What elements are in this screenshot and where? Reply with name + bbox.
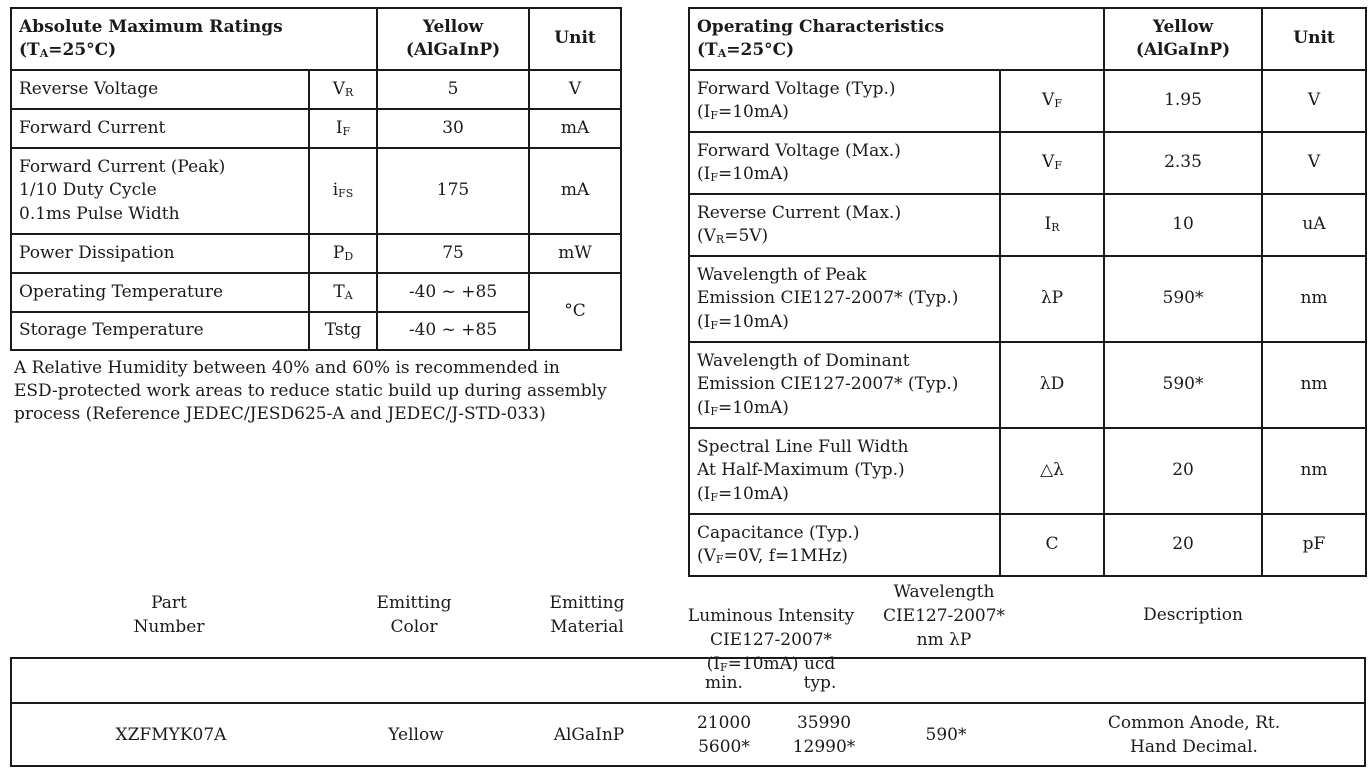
symbol: VF — [1000, 132, 1104, 194]
value: 30 — [377, 109, 529, 148]
table-row — [689, 70, 1366, 132]
param-label: Forward Current — [11, 109, 309, 148]
param-label: Wavelength of Dominant Emission CIE127-2007* (Typ.) (IF=10mA) — [689, 342, 1000, 428]
param-label: Power Dissipation — [11, 234, 309, 273]
table-row — [689, 256, 1366, 342]
humidity-note: A Relative Humidity between 40% and 60% is recommended in ESD-protected work areas to reduce static build up during assembly process (Reference JEDEC/JESD625-A and JEDEC/J-STD-033) — [14, 358, 607, 424]
emitting-color-cell: Yellow — [388, 725, 444, 745]
param-label: Storage Temperature — [11, 312, 309, 350]
unit: pF — [1262, 514, 1366, 576]
wavelength-header: Wavelength CIE127-2007* nm λP — [882, 582, 1006, 650]
lum-min-subheader: min. — [705, 673, 743, 693]
part-number-header: Part Number — [133, 593, 205, 637]
oc-unit-header: Unit — [1262, 8, 1366, 70]
symbol: λD — [1000, 342, 1104, 428]
value: 20 — [1104, 514, 1262, 576]
table-row — [11, 109, 621, 148]
unit: V — [1262, 70, 1366, 132]
lum-typ-subheader: typ. — [803, 673, 837, 693]
unit: nm — [1262, 256, 1366, 342]
value: 10 — [1104, 194, 1262, 256]
value: 590* — [1104, 342, 1262, 428]
symbol: C — [1000, 514, 1104, 576]
unit: mA — [529, 148, 621, 234]
unit: mW — [529, 234, 621, 273]
unit: nm — [1262, 342, 1366, 428]
unit: uA — [1262, 194, 1366, 256]
part-selection-table — [10, 657, 1366, 767]
amr-title: Absolute Maximum Ratings (TA=25°C) — [11, 8, 377, 70]
wavelength-cell: 590* — [925, 725, 967, 745]
table-row — [689, 428, 1366, 514]
symbol: VF — [1000, 70, 1104, 132]
symbol: △λ — [1000, 428, 1104, 514]
table-row — [689, 132, 1366, 194]
unit: nm — [1262, 428, 1366, 514]
value: 175 — [377, 148, 529, 234]
emitting-material-header: Emitting Material — [549, 593, 625, 637]
lum-min-cell: 21000 5600* — [696, 713, 752, 757]
unit: °C — [529, 273, 621, 350]
description-header: Description — [1143, 605, 1243, 625]
oc-title: Operating Characteristics (TA=25°C) — [689, 8, 1104, 70]
table-row — [689, 514, 1366, 576]
lum-typ-cell: 35990 12990* — [792, 713, 856, 757]
amr-unit-header: Unit — [529, 8, 621, 70]
emitting-color-header: Emitting Color — [376, 593, 452, 637]
amr-color-header: Yellow (AlGaInP) — [377, 8, 529, 70]
symbol: TA — [309, 273, 377, 312]
operating-characteristics-table — [688, 7, 1367, 577]
symbol: IR — [1000, 194, 1104, 256]
param-label: Forward Voltage (Typ.) (IF=10mA) — [689, 70, 1000, 132]
param-label: Operating Temperature — [11, 273, 309, 312]
value: 2.35 — [1104, 132, 1262, 194]
value: 1.95 — [1104, 70, 1262, 132]
param-label: Reverse Current (Max.) (VR=5V) — [689, 194, 1000, 256]
symbol: iFS — [309, 148, 377, 234]
param-label: Forward Current (Peak) 1/10 Duty Cycle 0.1ms Pulse Width — [11, 148, 309, 234]
value: 5 — [377, 70, 529, 109]
value: 75 — [377, 234, 529, 273]
table-row — [11, 70, 621, 109]
symbol: λP — [1000, 256, 1104, 342]
symbol: VR — [309, 70, 377, 109]
part-number-cell: XZFMYK07A — [115, 725, 227, 745]
table-row — [689, 194, 1366, 256]
table-row — [11, 234, 621, 273]
param-label: Spectral Line Full Width At Half-Maximum (Typ.) (IF=10mA) — [689, 428, 1000, 514]
param-label: Wavelength of Peak Emission CIE127-2007* (Typ.) (IF=10mA) — [689, 256, 1000, 342]
value: -40 ~ +85 — [377, 312, 529, 350]
table-row — [689, 342, 1366, 428]
param-label: Reverse Voltage — [11, 70, 309, 109]
param-label: Forward Voltage (Max.) (IF=10mA) — [689, 132, 1000, 194]
symbol: PD — [309, 234, 377, 273]
description-cell: Common Anode, Rt. Hand Decimal. — [1107, 713, 1281, 757]
param-label: Capacitance (Typ.) (VF=0V, f=1MHz) — [689, 514, 1000, 576]
absolute-maximum-ratings-table — [10, 7, 622, 351]
emitting-material-cell: AlGaInP — [553, 725, 625, 745]
symbol: IF — [309, 109, 377, 148]
symbol: Tstg — [309, 312, 377, 350]
luminous-intensity-header: Luminous Intensity CIE127-2007* (IF=10mA) ucd — [687, 606, 855, 674]
value: -40 ~ +85 — [377, 273, 529, 312]
row-divider — [12, 702, 1364, 704]
oc-color-header: Yellow (AlGaInP) — [1104, 8, 1262, 70]
value: 20 — [1104, 428, 1262, 514]
unit: mA — [529, 109, 621, 148]
table-row — [11, 273, 621, 312]
table-row — [11, 148, 621, 234]
unit: V — [1262, 132, 1366, 194]
value: 590* — [1104, 256, 1262, 342]
unit: V — [529, 70, 621, 109]
